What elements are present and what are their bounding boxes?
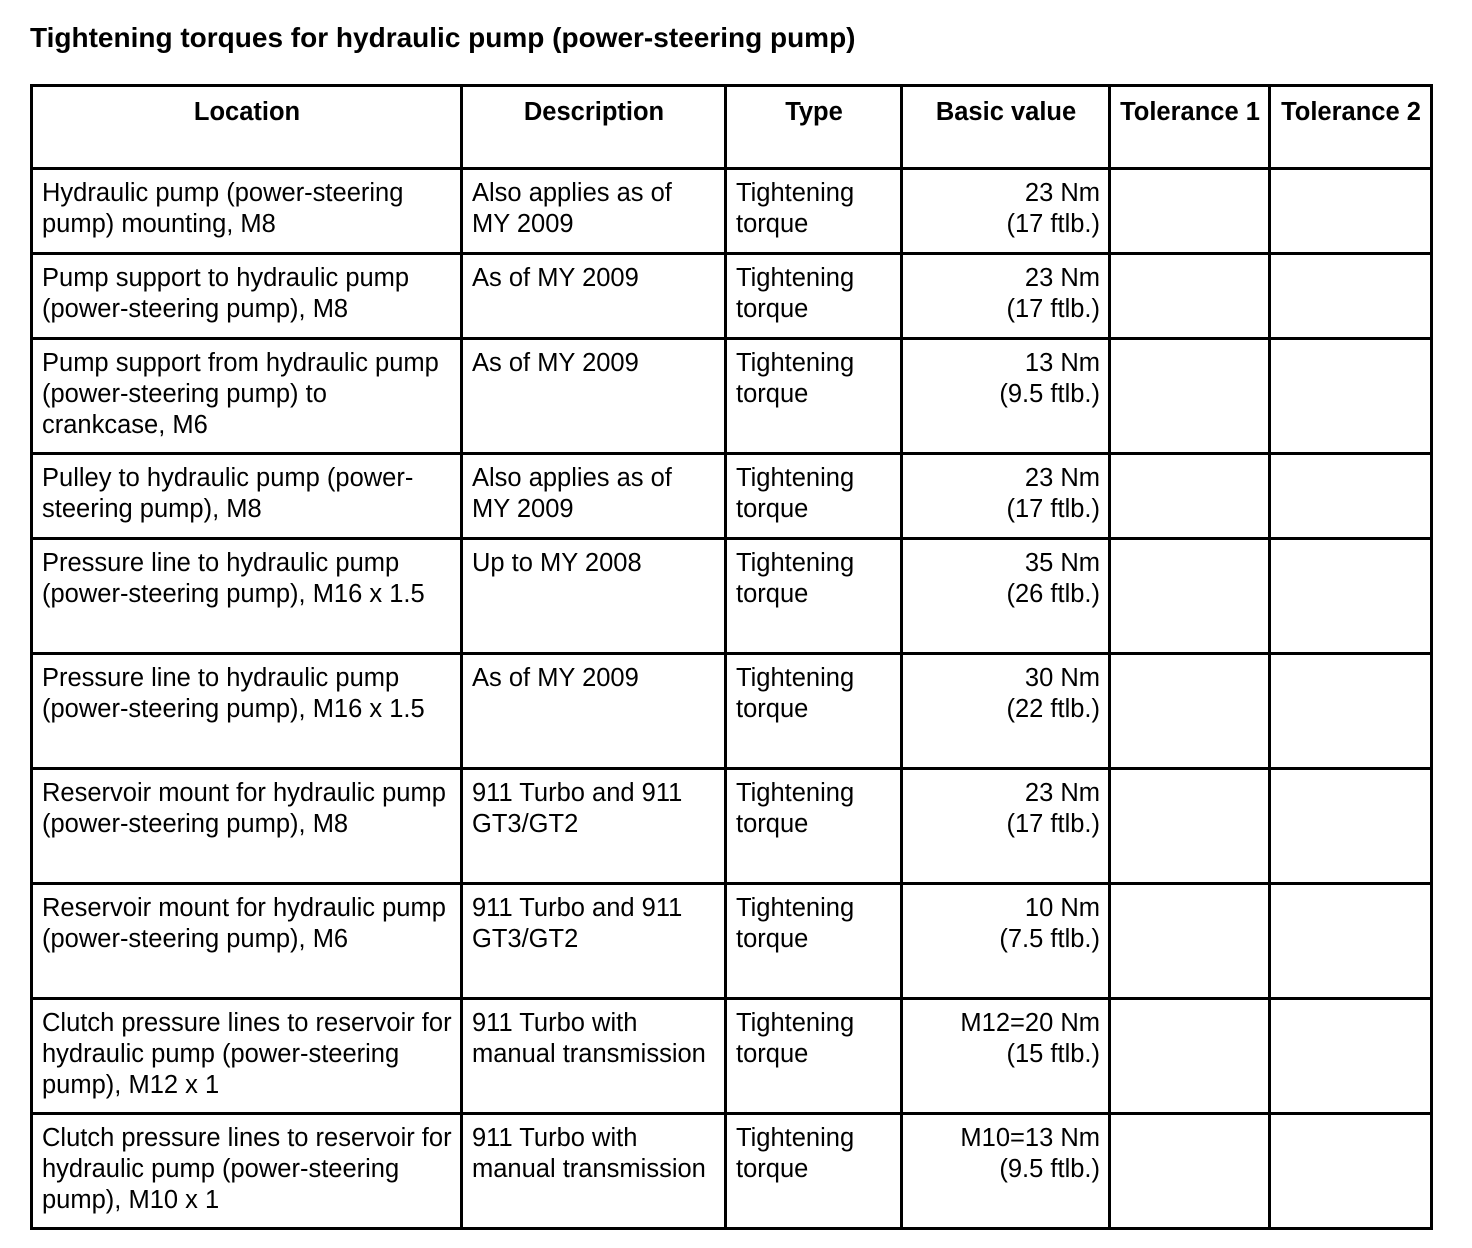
- cell-tolerance-2: [1270, 654, 1432, 769]
- cell-basic-value: [902, 339, 1110, 454]
- table-header-row: [32, 86, 1432, 169]
- cell-location: Hydraulic pump (power-steering pump) mounting, M8: [32, 169, 462, 254]
- table-row: [32, 539, 1432, 654]
- torque-table: [30, 84, 1433, 1230]
- cell-location: Reservoir mount for hydraulic pump (power-steering pump), M6: [32, 884, 462, 999]
- value-ftlb: (15 ftlb.): [1006, 1040, 1100, 1068]
- page-title: Tightening torques for hydraulic pump (power-steering pump): [30, 22, 856, 53]
- value-nm: 23 Nm: [1024, 179, 1100, 207]
- value-ftlb: (7.5 ftlb.): [999, 925, 1100, 953]
- cell-description: 911 Turbo and 911 GT3/GT2: [462, 884, 726, 999]
- cell-location: Pressure line to hydraulic pump (power-steering pump), M16 x 1.5: [32, 654, 462, 769]
- cell-tolerance-2: [1270, 999, 1432, 1114]
- cell-basic-value: [902, 884, 1110, 999]
- value-nm: 13 Nm: [1024, 349, 1100, 377]
- header-type: Type: [726, 86, 902, 169]
- value-ftlb: (26 ftlb.): [1006, 580, 1100, 608]
- value-nm: 30 Nm: [1024, 664, 1100, 692]
- cell-tolerance-1: [1110, 454, 1270, 539]
- value-nm: 23 Nm: [1024, 264, 1100, 292]
- cell-tolerance-2: [1270, 539, 1432, 654]
- cell-tolerance-1: [1110, 169, 1270, 254]
- cell-description: 911 Turbo and 911 GT3/GT2: [462, 769, 726, 884]
- table-row: [32, 654, 1432, 769]
- cell-tolerance-2: [1270, 769, 1432, 884]
- cell-location: Pulley to hydraulic pump (power-steering pump), M8: [32, 454, 462, 539]
- cell-basic-value: [902, 169, 1110, 254]
- cell-tolerance-1: [1110, 254, 1270, 339]
- value-ftlb: (9.5 ftlb.): [999, 1155, 1100, 1183]
- cell-description: As of MY 2009: [462, 654, 726, 769]
- cell-type: Tightening torque: [726, 769, 902, 884]
- cell-tolerance-1: [1110, 339, 1270, 454]
- cell-tolerance-1: [1110, 654, 1270, 769]
- header-tolerance-2: Tolerance 2: [1270, 86, 1432, 169]
- value-ftlb: (17 ftlb.): [1006, 295, 1100, 323]
- cell-tolerance-1: [1110, 539, 1270, 654]
- cell-tolerance-2: [1270, 169, 1432, 254]
- cell-type: Tightening torque: [726, 539, 902, 654]
- value-nm: 10 Nm: [1024, 894, 1100, 922]
- header-tolerance-1: Tolerance 1: [1110, 86, 1270, 169]
- cell-description: Up to MY 2008: [462, 539, 726, 654]
- cell-description: Also applies as of MY 2009: [462, 169, 726, 254]
- header-basic-value: Basic value: [902, 86, 1110, 169]
- cell-tolerance-2: [1270, 454, 1432, 539]
- value-ftlb: (22 ftlb.): [1006, 695, 1100, 723]
- value-ftlb: (9.5 ftlb.): [999, 380, 1100, 408]
- table-row: [32, 254, 1432, 339]
- cell-type: Tightening torque: [726, 339, 902, 454]
- cell-location: Pump support to hydraulic pump (power-steering pump), M8: [32, 254, 462, 339]
- cell-type: Tightening torque: [726, 884, 902, 999]
- cell-tolerance-1: [1110, 769, 1270, 884]
- cell-location: Reservoir mount for hydraulic pump (power-steering pump), M8: [32, 769, 462, 884]
- value-ftlb: (17 ftlb.): [1006, 210, 1100, 238]
- value-nm: 23 Nm: [1024, 464, 1100, 492]
- cell-type: Tightening torque: [726, 1114, 902, 1229]
- cell-type: Tightening torque: [726, 169, 902, 254]
- cell-tolerance-2: [1270, 884, 1432, 999]
- value-nm: 35 Nm: [1024, 549, 1100, 577]
- value-ftlb: (17 ftlb.): [1006, 810, 1100, 838]
- cell-basic-value: [902, 454, 1110, 539]
- table-row: [32, 884, 1432, 999]
- cell-description: As of MY 2009: [462, 339, 726, 454]
- cell-tolerance-1: [1110, 884, 1270, 999]
- cell-tolerance-2: [1270, 254, 1432, 339]
- cell-basic-value: [902, 539, 1110, 654]
- table-row: [32, 769, 1432, 884]
- value-nm: 23 Nm: [1024, 779, 1100, 807]
- header-description: Description: [462, 86, 726, 169]
- table-row: [32, 1114, 1432, 1229]
- cell-type: Tightening torque: [726, 454, 902, 539]
- cell-description: As of MY 2009: [462, 254, 726, 339]
- cell-type: Tightening torque: [726, 999, 902, 1114]
- cell-basic-value: [902, 999, 1110, 1114]
- cell-location: Pump support from hydraulic pump (power-steering pump) to crankcase, M6: [32, 339, 462, 454]
- cell-tolerance-2: [1270, 1114, 1432, 1229]
- cell-basic-value: [902, 654, 1110, 769]
- cell-description: 911 Turbo with manual transmission: [462, 1114, 726, 1229]
- cell-location: Clutch pressure lines to reservoir for hydraulic pump (power-steering pump), M10 x 1: [32, 1114, 462, 1229]
- table-row: [32, 169, 1432, 254]
- value-nm: M10=13 Nm: [960, 1124, 1100, 1152]
- cell-tolerance-1: [1110, 1114, 1270, 1229]
- cell-type: Tightening torque: [726, 254, 902, 339]
- cell-basic-value: [902, 1114, 1110, 1229]
- table-row: [32, 999, 1432, 1114]
- value-ftlb: (17 ftlb.): [1006, 495, 1100, 523]
- cell-location: Pressure line to hydraulic pump (power-steering pump), M16 x 1.5: [32, 539, 462, 654]
- cell-basic-value: [902, 254, 1110, 339]
- value-nm: M12=20 Nm: [960, 1009, 1100, 1037]
- cell-description: 911 Turbo with manual transmission: [462, 999, 726, 1114]
- cell-type: Tightening torque: [726, 654, 902, 769]
- cell-description: Also applies as of MY 2009: [462, 454, 726, 539]
- cell-basic-value: [902, 769, 1110, 884]
- table-row: [32, 339, 1432, 454]
- cell-tolerance-1: [1110, 999, 1270, 1114]
- table-row: [32, 454, 1432, 539]
- cell-location: Clutch pressure lines to reservoir for hydraulic pump (power-steering pump), M12 x 1: [32, 999, 462, 1114]
- cell-tolerance-2: [1270, 339, 1432, 454]
- header-location: Location: [32, 86, 462, 169]
